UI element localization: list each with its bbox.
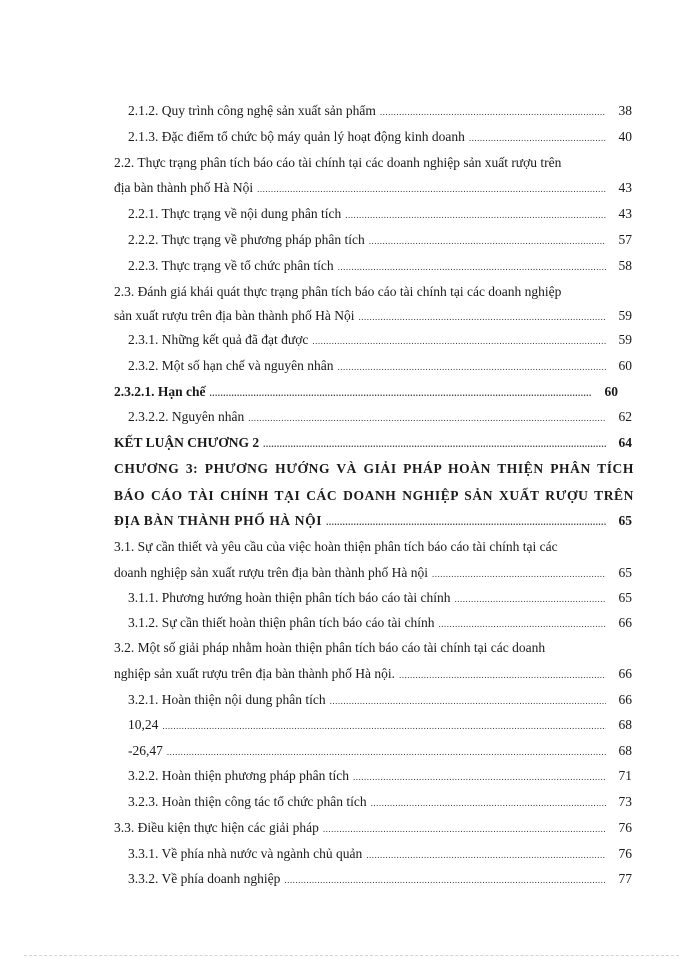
toc-entry-title: 3.1.1. Phương hướng hoàn thiện phân tích báo cáo tài chính xyxy=(128,590,451,605)
toc-leader-dots xyxy=(248,407,606,429)
toc-leader-dots xyxy=(167,741,606,763)
toc-leader-dots xyxy=(371,792,606,814)
toc-leader-dots xyxy=(323,818,606,840)
toc-entry xyxy=(128,868,632,890)
toc-entry xyxy=(114,381,618,403)
toc-entry-page: 38 xyxy=(618,103,632,118)
toc-leader-dots xyxy=(330,690,606,712)
toc-entry xyxy=(128,843,632,865)
toc-entry xyxy=(128,100,632,122)
toc-leader-dots xyxy=(369,230,606,252)
toc-entry-page: 62 xyxy=(618,409,632,424)
toc-entry-title: BÁO CÁO TÀI CHÍNH TẠI CÁC DOANH NGHIỆP SẢN XUẤT RƯỢU TRÊN xyxy=(114,488,634,503)
toc-entry xyxy=(114,458,634,480)
toc-entry-title: nghiệp sản xuất rượu trên địa bàn thành phố Hà nội. xyxy=(114,666,396,681)
toc-leader-dots xyxy=(359,306,606,328)
page-bottom-rule xyxy=(24,955,679,956)
toc-leader-dots xyxy=(326,511,606,533)
toc-entry-title: ĐỊA BÀN THÀNH PHỐ HÀ NỘI xyxy=(114,513,323,528)
toc-leader-dots xyxy=(312,330,606,352)
toc-entry-title: 3.1. Sự cần thiết và yêu cầu của việc hoàn thiện phân tích báo cáo tài chính tại các xyxy=(114,539,558,554)
toc-entry-title: 2.2.1. Thực trạng về nội dung phân tích xyxy=(128,206,342,221)
toc-entry-page: 60 xyxy=(604,384,618,399)
toc-entry xyxy=(128,587,632,609)
toc-entry xyxy=(128,229,632,251)
toc-leader-dots xyxy=(337,356,606,378)
toc-entry xyxy=(114,510,632,532)
toc-leader-dots xyxy=(263,433,606,455)
toc-entry-page: 65 xyxy=(618,590,632,605)
toc-leader-dots xyxy=(162,715,606,737)
toc-entry xyxy=(114,305,632,327)
toc-entry xyxy=(114,817,632,839)
toc-entry-page: 43 xyxy=(618,180,632,195)
toc-leader-dots xyxy=(380,101,606,123)
toc-entry xyxy=(128,689,632,711)
toc-entry-title: 2.3.1. Những kết quả đã đạt được xyxy=(128,332,309,347)
toc-leader-dots xyxy=(353,766,606,788)
toc-entry-title: 2.2. Thực trạng phân tích báo cáo tài chính tại các doanh nghiệp sản xuất rượu trên xyxy=(114,155,562,170)
toc-entry-title: 2.3. Đánh giá khái quát thực trạng phân tích báo cáo tài chính tại các doanh nghiệp xyxy=(114,284,562,299)
toc-entry xyxy=(114,485,634,507)
toc-entry-title: 2.2.3. Thực trạng về tổ chức phân tích xyxy=(128,258,334,273)
toc-entry-page: 77 xyxy=(618,871,632,886)
toc-entry xyxy=(114,281,634,303)
toc-entry-title: 3.3.1. Về phía nhà nước và ngành chủ quản xyxy=(128,846,363,861)
toc-entry-title: 2.3.2.1. Hạn chế xyxy=(114,384,206,399)
toc-entry-page: 66 xyxy=(618,615,632,630)
toc-entry-title: 2.3.2.2. Nguyên nhân xyxy=(128,409,245,424)
toc-entry xyxy=(128,329,632,351)
toc-entry-title: 3.2.1. Hoàn thiện nội dung phân tích xyxy=(128,692,326,707)
toc-entry-title: CHƯƠNG 3: PHƯƠNG HƯỚNG VÀ GIẢI PHÁP HOÀN THIỆN PHÂN TÍCH xyxy=(114,461,634,476)
toc-entry-title: địa bàn thành phố Hà Nội xyxy=(114,180,254,195)
toc-entry xyxy=(114,663,632,685)
toc-entry-page: 65 xyxy=(618,565,632,580)
toc-leader-dots xyxy=(469,127,606,149)
toc-entry-page: 68 xyxy=(618,717,632,732)
toc-entry-page: 65 xyxy=(618,513,632,528)
toc-entry-title: -26,47 xyxy=(128,743,163,758)
toc-leader-dots xyxy=(338,256,606,278)
toc-entry-title: 3.2. Một số giải pháp nhằm hoàn thiện phân tích báo cáo tài chính tại các doanh xyxy=(114,640,546,655)
toc-entry-page: 76 xyxy=(618,820,632,835)
toc-entry-page: 66 xyxy=(618,666,632,681)
toc-entry-page: 60 xyxy=(618,358,632,373)
toc-entry xyxy=(114,152,634,174)
toc-entry-page: 58 xyxy=(618,258,632,273)
toc-entry-page: 40 xyxy=(618,129,632,144)
toc-entry-page: 43 xyxy=(618,206,632,221)
toc-entry xyxy=(114,637,634,659)
toc-entry-page: 64 xyxy=(618,435,632,450)
toc-entry xyxy=(114,536,634,558)
toc-entry xyxy=(114,177,632,199)
toc-entry-page: 76 xyxy=(618,846,632,861)
toc-entry-title: sản xuất rượu trên địa bàn thành phố Hà Nội xyxy=(114,308,355,323)
toc-entry xyxy=(114,562,632,584)
toc-leader-dots xyxy=(439,613,607,635)
toc-entry-title: 2.2.2. Thực trạng về phương pháp phân tích xyxy=(128,232,365,247)
toc-leader-dots xyxy=(210,382,592,404)
toc-entry xyxy=(128,203,632,225)
toc-entry-title: 3.1.2. Sự cần thiết hoàn thiện phân tích báo cáo tài chính xyxy=(128,615,435,630)
toc-entry-title: 3.3.2. Về phía doanh nghiệp xyxy=(128,871,281,886)
toc-entry xyxy=(128,740,632,762)
toc-leader-dots xyxy=(284,869,606,891)
toc-entry-title: 2.3.2. Một số hạn chế và nguyên nhân xyxy=(128,358,334,373)
toc-leader-dots xyxy=(366,844,606,866)
toc-entry-title: 2.1.3. Đặc điểm tổ chức bộ máy quản lý hoạt động kinh doanh xyxy=(128,129,465,144)
toc-entry-title: 2.1.2. Quy trình công nghệ sản xuất sản phẩm xyxy=(128,103,376,118)
toc-entry xyxy=(128,255,632,277)
toc-entry xyxy=(128,714,632,736)
toc-entry-title: 3.2.3. Hoàn thiện công tác tổ chức phân tích xyxy=(128,794,367,809)
toc-entry xyxy=(128,355,632,377)
toc-entry xyxy=(128,791,632,813)
toc-entry-page: 66 xyxy=(618,692,632,707)
toc-leader-dots xyxy=(454,588,606,610)
toc-entry-page: 59 xyxy=(618,308,632,323)
toc-leader-dots xyxy=(399,664,606,686)
toc-entry-title: 10,24 xyxy=(128,717,159,732)
toc-entry-title: 3.3. Điều kiện thực hiện các giải pháp xyxy=(114,820,319,835)
toc-leader-dots xyxy=(432,563,606,585)
toc-entry xyxy=(128,612,632,634)
toc-entry-page: 59 xyxy=(618,332,632,347)
toc-entry xyxy=(128,126,632,148)
toc-leader-dots xyxy=(257,178,606,200)
toc-entry-title: 3.2.2. Hoàn thiện phương pháp phân tích xyxy=(128,768,350,783)
toc-entry-title: doanh nghiệp sản xuất rượu trên địa bàn thành phố Hà nội xyxy=(114,565,429,580)
toc-entry-page: 71 xyxy=(618,768,632,783)
toc-entry-page: 57 xyxy=(618,232,632,247)
toc-entry-page: 68 xyxy=(618,743,632,758)
toc-entry xyxy=(114,432,632,454)
toc-leader-dots xyxy=(345,204,606,226)
toc-entry-page: 73 xyxy=(618,794,632,809)
toc-entry xyxy=(128,406,632,428)
toc-entry-title: KẾT LUẬN CHƯƠNG 2 xyxy=(114,435,260,450)
toc-entry xyxy=(128,765,632,787)
